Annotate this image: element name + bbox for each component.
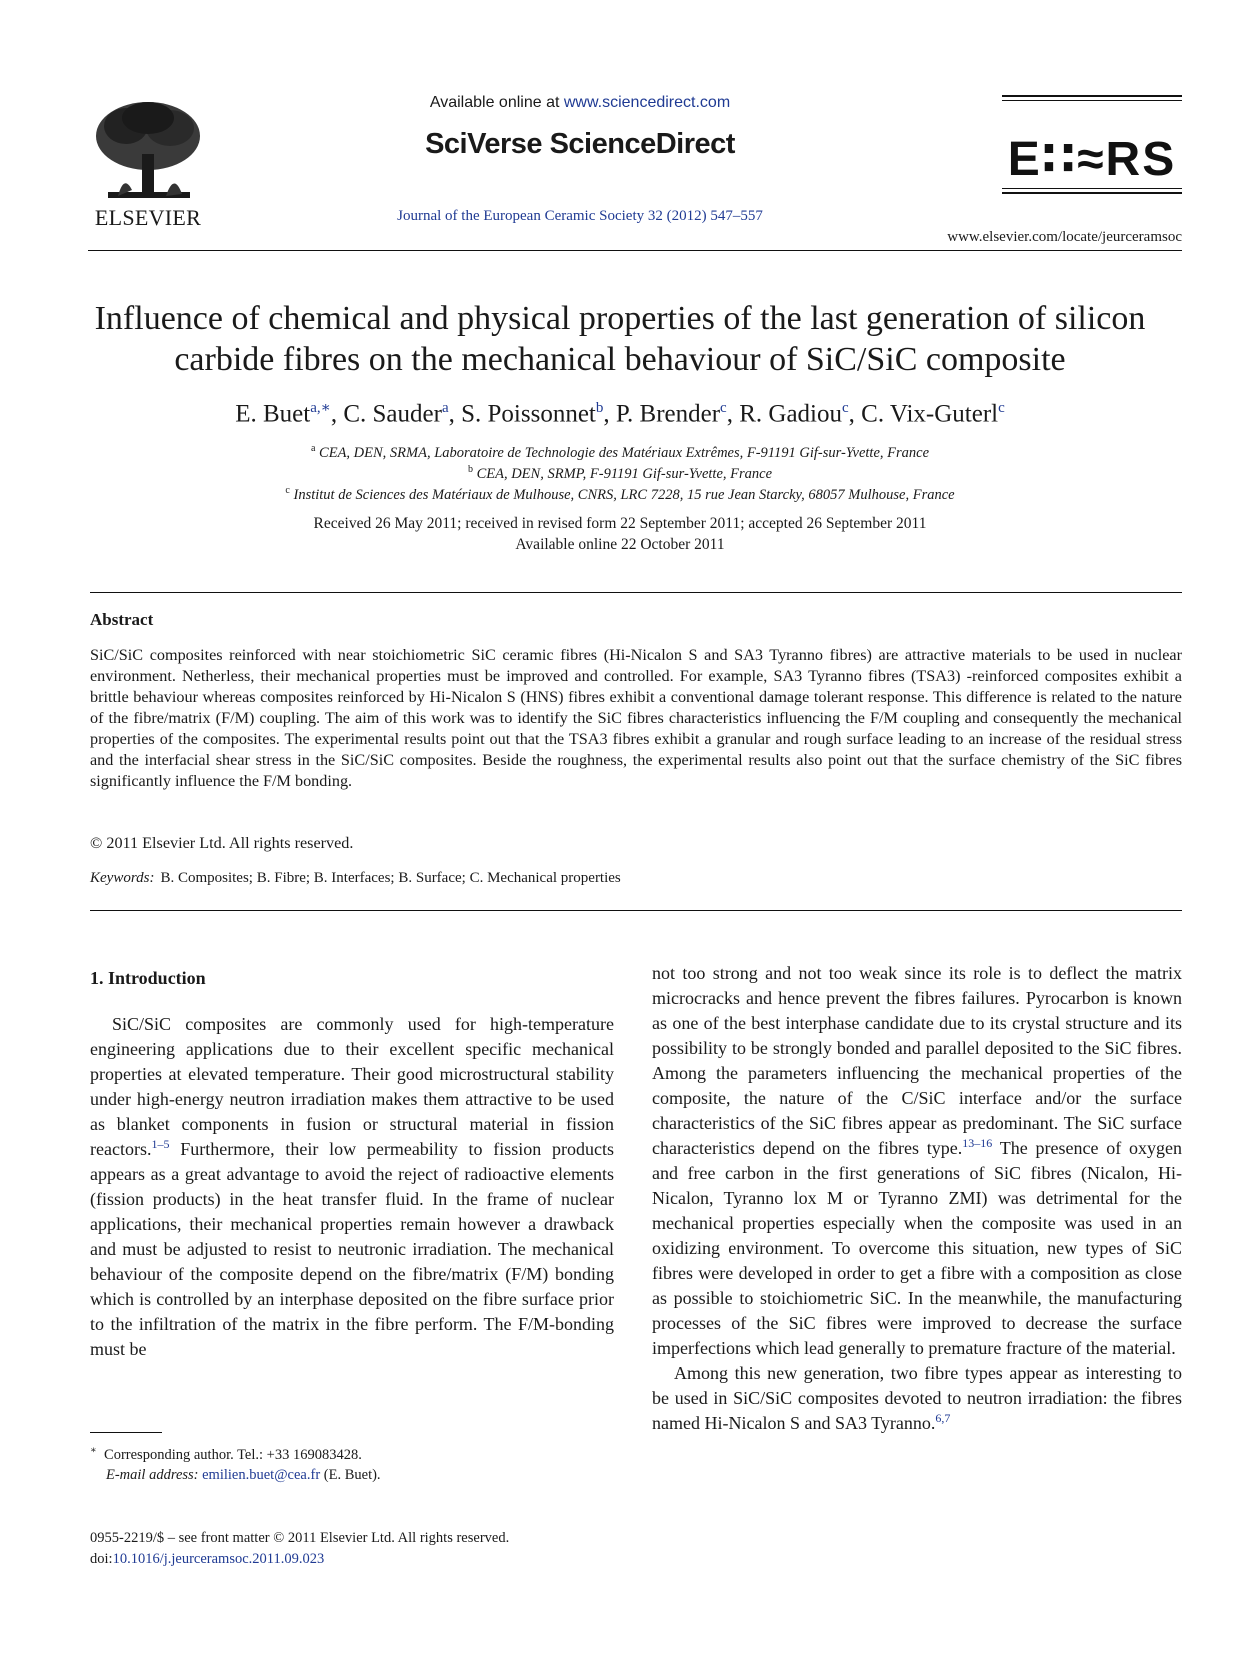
journal-reference[interactable]: Journal of the European Ceramic Society 32 (2012) 547–557: [397, 208, 763, 224]
keywords-text: B. Composites; B. Fibre; B. Interfaces; B. Surface; C. Mechanical properties: [160, 870, 621, 886]
affiliation-text: CEA, DEN, SRMA, Laboratoire de Technologie des Matériaux Extrêmes, F-91191 Gif-sur-Yvette, France: [319, 444, 930, 461]
abstract-copyright: © 2011 Elsevier Ltd. All rights reserved.: [90, 834, 354, 852]
author-name: P. Brender: [615, 400, 721, 428]
publisher-name: ELSEVIER: [94, 205, 202, 230]
received-dates: Received 26 May 2011; received in revised form 22 September 2011; accepted 26 September 2011: [313, 515, 927, 532]
title-line-2: carbide fibres on the mechanical behaviour of SiC/SiC composite: [174, 341, 1066, 378]
paragraph: [652, 1361, 1182, 1436]
journal-site-url[interactable]: www.elsevier.com/locate/jeurceramsoc: [947, 229, 1182, 245]
author-affil-ref[interactable]: c: [720, 400, 727, 416]
body-column-left: [90, 1012, 614, 1362]
section-heading-introduction: 1. Introduction: [90, 968, 206, 988]
author-affil-ref[interactable]: b: [595, 400, 604, 416]
affiliation-key: c: [285, 485, 290, 496]
author-name: E. Buet: [235, 400, 311, 428]
footnote-email: [90, 1467, 626, 1484]
doi-label: doi:: [90, 1551, 113, 1567]
email-link[interactable]: emilien.buet@cea.fr: [202, 1467, 321, 1483]
paragraph-text: Furthermore, their low permeability to fission products appears as a great advantage to avoid the reject of radioactive elements (fission products) in the heat transfer fluid. In the frame of nuclear applications, their mechanical properties remain however a drawback and must be adjusted to resist to neutronic irradiation. The mechanical behaviour of the composite depend on the fibre/matrix (F/M) bonding which is controlled by an interphase deposited on the fibre surface prior to the infiltration of the matrix in the fibre perform. The F/M-bonding must be: [90, 1139, 614, 1359]
paragraph-text: The presence of oxygen and free carbon in the first generations of SiC fibres (Nicalon, Hi-Nicalon, Tyranno lox M or Tyranno ZMI) was detrimental for the mechanical properties especially when the composite was used in an oxidizing environment. To overcome this situation, new types of SiC fibres were developed in order to get a fibre with a composition as close as possible to stoichiometric SiC. In the meanwhile, the manufacturing processes of the SiC fibres were improved to decrease the surface imperfections which lead generally to premature fracture of the material.: [652, 1138, 1182, 1358]
doi-line: [90, 1551, 324, 1568]
author-affil-ref[interactable]: a,∗: [310, 400, 331, 416]
platform-logo: SciVerse ScienceDirect: [425, 128, 735, 160]
abstract-top-rule: [90, 592, 1182, 593]
footnote-rule: [90, 1432, 162, 1433]
logo-rule-top-thin: [1002, 100, 1182, 101]
header-divider: [88, 250, 1182, 251]
doi-link[interactable]: 10.1016/j.jeurceramsoc.2011.09.023: [112, 1551, 325, 1567]
affiliation-key: a: [310, 443, 316, 454]
sciencedirect-link[interactable]: www.sciencedirect.com: [563, 94, 731, 111]
affiliation-text: Institut de Sciences des Matériaux de Mulhouse, CNRS, LRC 7228, 15 rue Jean Starcky, 68057 Mulhouse, France: [293, 486, 955, 503]
citation-link[interactable]: 6,7: [935, 1411, 951, 1425]
journal-logo: E∷≈RS: [1007, 133, 1177, 186]
logo-rule-bottom: [1002, 192, 1182, 194]
paragraph: [652, 961, 1182, 1361]
paragraph-text: Among this new generation, two fibre types appear as interesting to be used in SiC/SiC composites devoted to neutron irradiation: the fibres named Hi-Nicalon S and SA3 Tyranno.: [652, 1363, 1182, 1433]
paragraph-text: SiC/SiC composites are commonly used for high-temperature engineering applications due to their excellent specific mechanical properties at elevated temperature. Their good microstructural stability under high-energy neutron irradiation makes them attractive to be used as blanket components in fusion or structural material in fission reactors.: [90, 1014, 614, 1159]
author-list: E. Buet$^{a,∗}$, C. Sauder$^a$, S. Poissonnet$^b$, P. Brender$^c$, R. Gadiou$^c$, C. Vix-Guterl$^c$: [235, 400, 1005, 428]
affiliation-text: CEA, DEN, SRMP, F-91191 Gif-sur-Yvette, France: [476, 465, 773, 482]
available-prefix: Available online at: [429, 94, 564, 111]
logo-rule-bottom-thin: [1002, 188, 1182, 189]
author-name: R. Gadiou: [739, 400, 842, 428]
paragraph: [90, 1012, 614, 1362]
abstract-text: SiC/SiC composites reinforced with near stoichiometric SiC ceramic fibres (Hi-Nicalon S and SA3 Tyranno fibres) are attractive materials to be used in nuclear environment. Netherless, their mechanical properties must be improved and controlled. For example, SA3 Tyranno fibres (TSA3) -reinforced composites exhibit a brittle behaviour whereas composites reinforced by Hi-Nicalon S (HNS) fibres exhibit a conventional damage tolerant response. This difference is related to the nature of the fibre/matrix (F/M) coupling. The aim of this work was to identify the SiC fibres characteristics influencing the F/M coupling and consequently the mechanical properties of the composites. The experimental results point out that the TSA3 fibres exhibit a granular and rough surface leading to an increase of the residual stress and the interfacial shear stress in the SiC/SiC composites. Beside the roughness, the experimental results also point out that the surface chemistry of the SiC fibres significantly influence the F/M bonding.: [90, 646, 1182, 790]
author-affil-ref[interactable]: c: [998, 400, 1005, 416]
email-label: E-mail address:: [106, 1467, 199, 1483]
author-affil-ref[interactable]: a: [441, 400, 449, 416]
article-title: [60, 298, 1180, 380]
author-name: S. Poissonnet: [461, 400, 596, 428]
footnote-text: Corresponding author. Tel.: +33 169083428.: [104, 1446, 362, 1463]
author-affil-ref[interactable]: c: [842, 400, 849, 416]
body-column-right: [652, 961, 1182, 1436]
affiliation-b: [60, 464, 1180, 483]
abstract-heading: Abstract: [90, 610, 154, 629]
available-online: [330, 94, 830, 112]
footnote-mark: ∗: [90, 1445, 97, 1456]
abstract-bottom-rule: [90, 910, 1182, 911]
citation-link[interactable]: 13–16: [962, 1136, 993, 1150]
affiliation-a: [60, 443, 1180, 462]
paragraph-text: not too strong and not too weak since its role is to deflect the matrix microcracks and hence prevent the fibres failures. Pyrocarbon is known as one of the best interphase candidate due to its crystal structure and its possibility to be strongly bonded and parallel deposited to the SiC fibres. Among the parameters influencing the mechanical properties of the composite, the nature of the C/SiC interface and/or the surface characteristics of the SiC fibres appear as predominant. The SiC surface characteristics depend on the fibres type.: [652, 963, 1182, 1158]
email-suffix: (E. Buet).: [320, 1467, 381, 1483]
affiliation-c: [60, 485, 1180, 504]
title-line-1: Influence of chemical and physical properties of the last generation of silicon: [94, 300, 1146, 337]
issn-line: 0955-2219/$ – see front matter © 2011 Elsevier Ltd. All rights reserved.: [90, 1530, 510, 1546]
author-name: C. Vix-Guterl: [861, 400, 999, 428]
citation-link[interactable]: 1–5: [151, 1137, 170, 1151]
author-name: C. Sauder: [343, 400, 442, 428]
footnote-corresponding: [90, 1445, 610, 1464]
online-date: Available online 22 October 2011: [515, 536, 725, 553]
keywords: [90, 870, 621, 887]
keywords-label: Keywords:: [90, 870, 155, 886]
affiliation-key: b: [467, 464, 473, 475]
logo-rule-top: [1002, 95, 1182, 97]
